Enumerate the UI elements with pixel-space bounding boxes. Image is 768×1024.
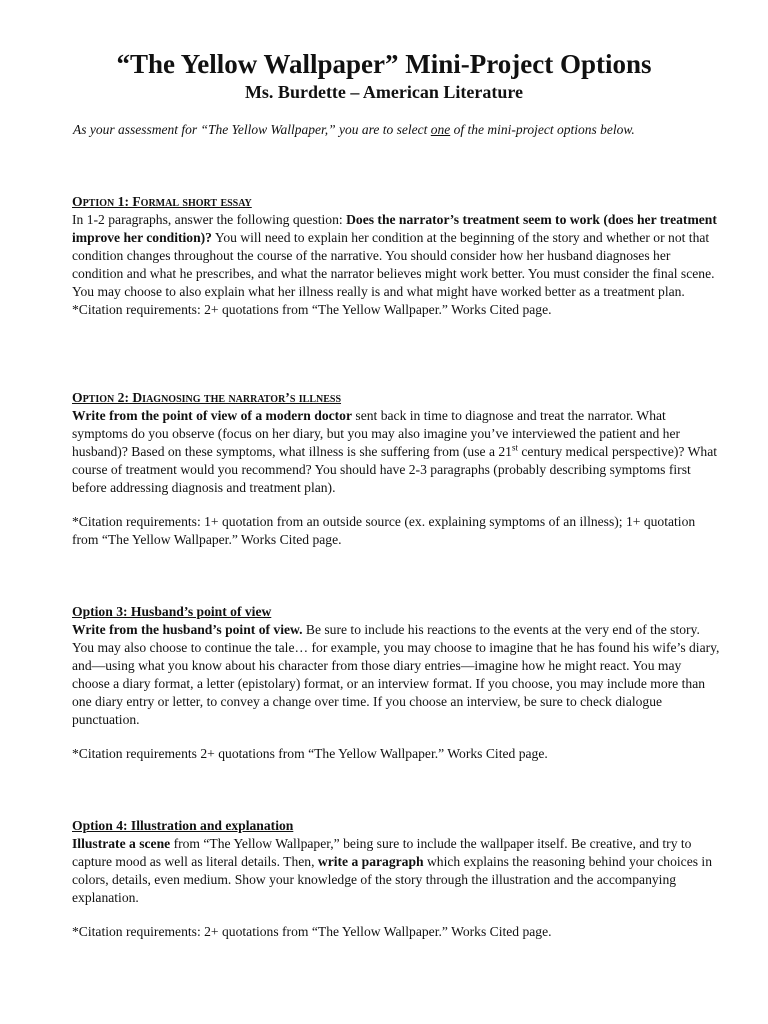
option-2-text-b: century medical perspective)? What course of treatment would you recommend? You should have 2-3 paragraphs (probably describing symptoms first before addressing diagnosis and treatment plan). (72, 444, 718, 495)
page-title: “The Yellow Wallpaper” Mini-Project Options (116, 49, 652, 79)
option-2-citation: *Citation requirements: 1+ quotation from an outside source (ex. explaining symptoms of an illness); 1+ quotation from “The Yellow Wallpaper.” Works Cited page. (72, 514, 696, 547)
option-1-lead: In 1-2 paragraphs, answer the following question: (72, 212, 347, 227)
spacer (72, 729, 722, 745)
option-1-text: You will need to explain her condition at the beginning of the story and whether or not that condition changes throughout the course of the narrative. You should consider how her husband diagnoses her condition and what he prescribes, and what the narrator believes might work better. You must consider the final scene. You may choose to also explain what her illness really is and what might have worked better as a treatment plan. (72, 230, 715, 299)
option-2-superscript: st (511, 442, 518, 453)
option-4-section (72, 817, 722, 941)
option-4-bold-b: write a paragraph (317, 854, 424, 869)
option-3-heading: Option 3: Husband’s point of view (72, 604, 272, 619)
option-3-text: Be sure to include his reactions to the events at the very end of the story. You may also choose to continue the tale… for example, you may choose to imagine that he has found his wife’s diary, and—using what you know about his character from those diary entries—imagine how he might react. You may choose a diary format, a letter (epistolary) format, or an interview format. If you choose, you may include more than one diary entry or letter, to convey a change over time. If you choose an interview, be sure to check dialogue punctuation. (72, 622, 720, 727)
option-2-body (72, 407, 722, 497)
intro-after: of the mini-project options below. (450, 122, 635, 137)
option-3-body (72, 621, 722, 729)
page-subtitle: Ms. Burdette – American Literature (244, 82, 524, 102)
option-2-heading: Option 2: Diagnosing the narrator’s illness (72, 390, 342, 405)
option-2-lead-bold: Write from the point of view of a modern doctor (72, 408, 353, 423)
option-2-text-a: sent back in time to diagnose and treat the narrator. What symptoms do you observe (focus on her diary, but you may also imagine you’ve interviewed the patient and her husband)? Based on these symptoms, what illness is she suffering from (use a 21 (72, 408, 681, 459)
option-1-section (72, 193, 722, 319)
option-3-section (72, 603, 722, 763)
option-4-bold-a: Illustrate a scene (72, 836, 171, 851)
intro-before: As your assessment for “The Yellow Wallpaper,” you are to select (73, 122, 431, 137)
intro-text (73, 121, 733, 139)
option-4-text-a: from “The Yellow Wallpaper,” being sure to include the wallpaper itself. Be creative, and try to capture mood as well as literal details. Then, (72, 836, 692, 869)
option-1-heading: Option 1: Formal short essay (72, 194, 252, 209)
spacer (72, 497, 722, 513)
option-4-heading: Option 4: Illustration and explanation (72, 818, 294, 833)
option-4-text-b: which explains the reasoning behind your choices in colors, details, even medium. Show your knowledge of the story through the illustration and the accompanying explanation. (72, 854, 713, 905)
option-1-body (72, 211, 722, 301)
option-2-section (72, 389, 722, 549)
option-3-citation: *Citation requirements 2+ quotations from “The Yellow Wallpaper.” Works Cited page. (72, 746, 548, 761)
option-1-question: Does the narrator’s treatment seem to work (does her treatment improve her condition)? (72, 212, 717, 245)
option-4-citation: *Citation requirements: 2+ quotations from “The Yellow Wallpaper.” Works Cited page. (72, 924, 552, 939)
intro-emphasis: one (430, 122, 451, 137)
option-1-citation: *Citation requirements: 2+ quotations from “The Yellow Wallpaper.” Works Cited page. (72, 302, 552, 317)
option-3-lead-bold: Write from the husband’s point of view. (72, 622, 303, 637)
spacer (72, 907, 722, 923)
option-4-body (72, 835, 722, 907)
